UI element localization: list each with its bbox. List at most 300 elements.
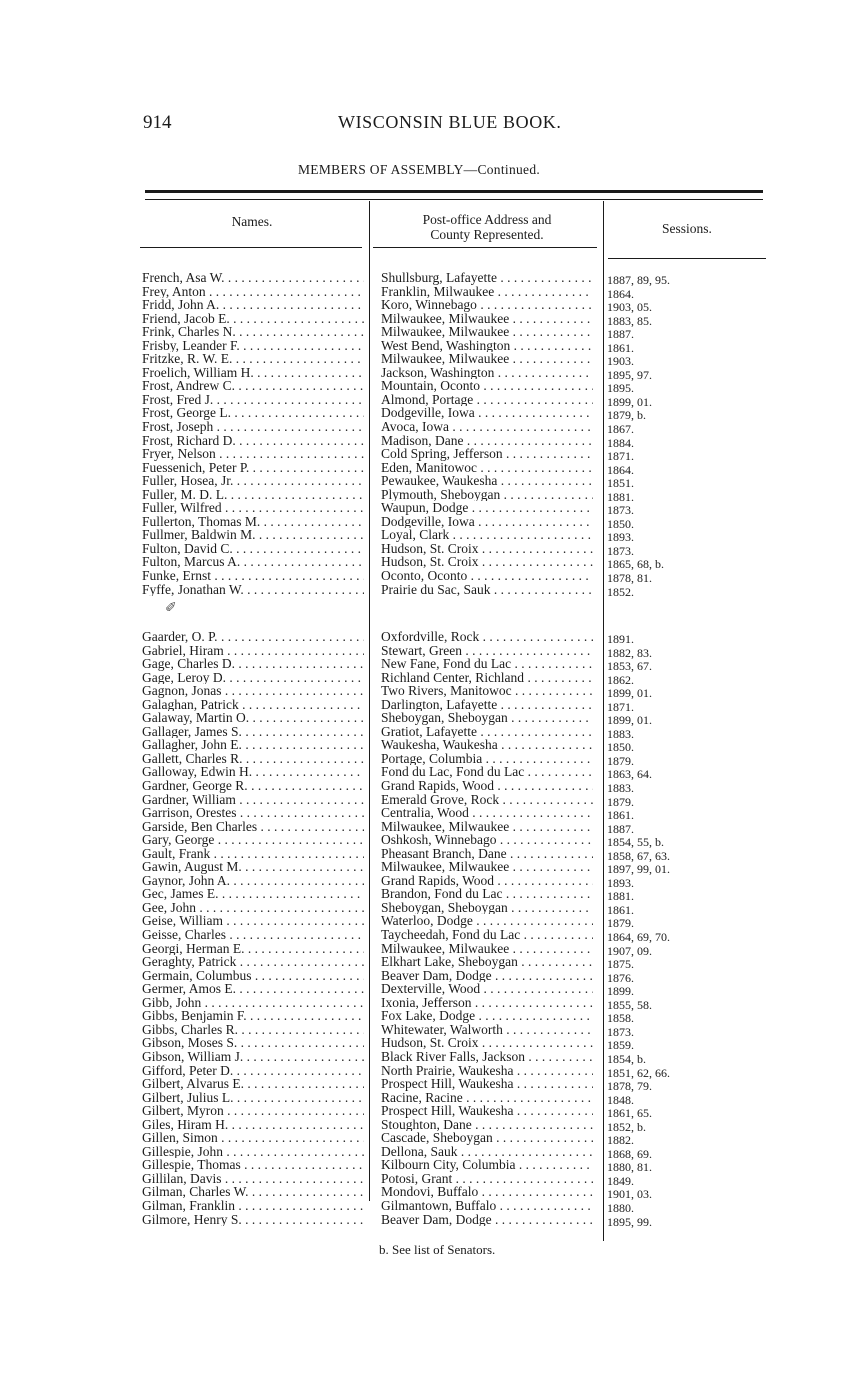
dot-leader xyxy=(509,820,593,834)
sessions-value: 1878, 79. xyxy=(607,1079,652,1094)
dot-leader xyxy=(497,271,593,285)
dot-leader xyxy=(226,671,364,685)
sessions-value: 1899. xyxy=(607,984,634,999)
dot-leader xyxy=(249,1185,365,1199)
post-office-address: Emerald Grove, Rock xyxy=(381,792,500,807)
post-office-address: Beaver Dam, Dodge xyxy=(381,1212,492,1227)
dot-leader xyxy=(479,555,593,569)
member-name: Funke, Ernst xyxy=(142,569,211,583)
sessions-value: 1851. xyxy=(607,476,634,491)
dot-leader xyxy=(477,298,593,312)
sessions-value-cell xyxy=(607,768,652,782)
dot-leader xyxy=(224,644,364,658)
member-name-cell xyxy=(142,379,364,393)
member-name-cell xyxy=(142,657,364,671)
dot-leader xyxy=(500,488,593,502)
dot-leader xyxy=(525,1050,593,1064)
post-office-address: Racine, Racine xyxy=(381,1090,463,1105)
sessions-value-cell xyxy=(607,796,634,810)
member-name-cell xyxy=(142,461,364,475)
sessions-value-cell xyxy=(607,1134,634,1148)
dot-leader xyxy=(509,325,593,339)
post-office-address: Jackson, Washington xyxy=(381,365,495,380)
sessions-value-cell xyxy=(607,1175,634,1189)
member-name: Gawin, August M. xyxy=(142,860,242,874)
member-name: Gilbert, Myron xyxy=(142,1104,224,1118)
dot-leader xyxy=(235,657,364,671)
member-name: Gilbert, Julius L. xyxy=(142,1090,234,1105)
post-office-address: Sheboygan, Sheboygan xyxy=(381,711,508,725)
dot-leader xyxy=(494,285,593,299)
header-underline-sessions xyxy=(608,258,766,259)
table-subtitle: MEMBERS OF ASSEMBLY—Continued. xyxy=(298,162,541,177)
header-underline-post xyxy=(373,247,597,248)
dot-leader xyxy=(514,1077,593,1091)
member-name: Gagnon, Jonas xyxy=(142,684,222,698)
member-name-cell xyxy=(142,1036,364,1050)
member-name-cell xyxy=(142,1050,364,1064)
dot-leader xyxy=(240,339,364,353)
sessions-value: 1871. xyxy=(607,449,634,464)
sessions-value-cell xyxy=(607,1067,670,1081)
member-name: Germain, Columbus xyxy=(142,968,252,983)
dot-leader xyxy=(196,901,364,915)
member-name: Gillespie, Thomas xyxy=(142,1158,241,1172)
header-names: Names. xyxy=(231,214,273,229)
dot-leader xyxy=(236,434,364,448)
dot-leader xyxy=(480,982,593,996)
dot-leader xyxy=(238,1023,364,1037)
member-name: French, Asa W. xyxy=(142,271,225,285)
dot-leader xyxy=(472,1118,593,1132)
sessions-value-cell xyxy=(607,999,652,1013)
sessions-value-cell xyxy=(607,850,670,864)
sessions-value-cell xyxy=(607,342,634,356)
member-name: Galloway, Edwin H. xyxy=(142,765,253,779)
dot-leader xyxy=(467,569,593,583)
dot-leader xyxy=(234,1091,365,1105)
dot-leader xyxy=(449,528,593,542)
post-office-address: Stoughton, Dane xyxy=(381,1117,472,1132)
margin-mark: ✐ xyxy=(165,601,177,616)
sessions-value: 1850. xyxy=(607,740,634,755)
post-office-address-cell xyxy=(381,420,593,434)
member-name: Giles, Hiram H. xyxy=(142,1117,229,1132)
member-name-cell xyxy=(142,515,364,529)
dot-leader xyxy=(508,901,593,915)
dot-leader xyxy=(502,887,593,901)
dot-leader xyxy=(477,725,593,739)
post-office-address: Hudson, St. Croix xyxy=(381,1036,479,1050)
dot-leader xyxy=(499,793,593,807)
sessions-value: 1881. xyxy=(607,489,634,504)
member-name: Gilman, Franklin xyxy=(142,1198,235,1213)
member-name-cell xyxy=(142,447,364,461)
post-office-address: Milwaukee, Milwaukee xyxy=(381,941,510,956)
dot-leader xyxy=(231,406,364,420)
header-post-line2: County Represented. xyxy=(430,227,544,242)
member-name: Gallett, Charles R. xyxy=(142,751,243,766)
post-office-address: Waupun, Dodge xyxy=(381,501,469,515)
dot-leader xyxy=(514,1104,593,1118)
sessions-value: 1895. xyxy=(607,381,634,396)
sessions-value: 1899, 01. xyxy=(607,686,652,701)
sessions-value-cell xyxy=(607,409,646,423)
sessions-value: 1864, 69, 70. xyxy=(607,930,670,945)
post-office-address-cell xyxy=(381,969,593,983)
post-office-address-cell xyxy=(381,874,593,888)
post-office-address: Oshkosh, Winnebago xyxy=(381,833,497,847)
dot-leader xyxy=(244,942,364,956)
post-office-address: Mondovi, Buffalo xyxy=(381,1185,479,1199)
dot-leader xyxy=(224,1104,364,1118)
dot-leader xyxy=(509,352,593,366)
sessions-value: 1883. xyxy=(607,726,634,741)
post-office-address: Cold Spring, Jefferson xyxy=(381,447,503,461)
dot-leader xyxy=(227,488,364,502)
sessions-value-cell xyxy=(607,728,634,742)
member-name-cell xyxy=(142,406,364,420)
post-office-address-cell xyxy=(381,461,593,475)
sessions-value: 1868, 69. xyxy=(607,1146,652,1161)
dot-leader xyxy=(247,1009,364,1023)
member-name-cell xyxy=(142,528,364,542)
post-office-address-cell xyxy=(381,820,593,834)
dot-leader xyxy=(524,671,593,685)
dot-leader xyxy=(244,1077,364,1091)
post-office-address-cell xyxy=(381,555,593,569)
sessions-value: 1864. xyxy=(607,286,634,301)
member-name: Gillilan, Davis xyxy=(142,1171,222,1186)
post-office-address-cell xyxy=(381,583,593,597)
sessions-value: 1881. xyxy=(607,889,634,904)
member-name-cell xyxy=(142,542,364,556)
post-office-address: Hudson, St. Croix xyxy=(381,541,479,556)
sessions-value: 1858, 67, 63. xyxy=(607,848,670,863)
dot-leader xyxy=(223,914,364,928)
member-name-cell xyxy=(142,1213,364,1227)
member-name-cell xyxy=(142,1091,364,1105)
post-office-address-cell xyxy=(381,752,593,766)
post-office-address-cell xyxy=(381,711,593,725)
post-office-address: Stewart, Green xyxy=(381,643,462,658)
member-name: Fridd, John A. xyxy=(142,298,220,312)
member-name-cell xyxy=(142,1077,364,1091)
post-office-address-cell xyxy=(381,698,593,712)
post-office-address-cell xyxy=(381,447,593,461)
sessions-value: 1884. xyxy=(607,435,634,450)
dot-leader xyxy=(260,515,364,529)
sessions-value: 1876. xyxy=(607,970,634,985)
sessions-value-cell xyxy=(607,504,634,518)
sessions-value: 1864. xyxy=(607,462,634,477)
post-office-address-cell xyxy=(381,657,593,671)
member-name-cell xyxy=(142,474,364,488)
sessions-value-cell xyxy=(607,917,634,931)
post-office-address: Elkhart Lake, Sheboygan xyxy=(381,955,518,969)
member-name: Gabriel, Hiram xyxy=(142,643,224,658)
dot-leader xyxy=(494,366,593,380)
dot-leader xyxy=(211,569,364,583)
sessions-value-cell xyxy=(607,1094,634,1108)
header-post-office xyxy=(373,212,601,242)
member-name: Froelich, William H. xyxy=(142,365,254,380)
member-name-cell xyxy=(142,1158,364,1172)
member-name-cell xyxy=(142,312,364,326)
dot-leader xyxy=(497,474,593,488)
post-office-address-cell xyxy=(381,644,593,658)
sessions-value: 1848. xyxy=(607,1092,634,1107)
sessions-value-cell xyxy=(607,437,634,451)
dot-leader xyxy=(254,366,364,380)
member-name: Gardner, William xyxy=(142,792,236,807)
member-name: Garside, Ben Charles xyxy=(142,819,258,834)
member-name-cell xyxy=(142,671,364,685)
member-name-cell xyxy=(142,684,364,698)
sessions-value-cell xyxy=(607,890,634,904)
sessions-value-cell xyxy=(607,674,634,688)
sessions-value: 1851, 62, 66. xyxy=(607,1065,670,1080)
sessions-value-cell xyxy=(607,647,652,661)
sessions-value: 1861. xyxy=(607,340,634,355)
running-title: WISCONSIN BLUE BOOK. xyxy=(338,112,562,132)
post-office-address: Avoca, Iowa xyxy=(381,420,449,434)
member-name: Fuessenich, Peter P. xyxy=(142,460,250,475)
member-name-cell xyxy=(142,752,364,766)
dot-leader xyxy=(479,1036,593,1050)
dot-leader xyxy=(235,379,364,393)
member-name: Gaynor, John A. xyxy=(142,873,230,888)
post-office-address-cell xyxy=(381,285,593,299)
dot-leader xyxy=(228,1118,364,1132)
post-office-address: Whitewater, Walworth xyxy=(381,1022,503,1037)
post-office-address: Milwaukee, Milwaukee xyxy=(381,311,510,326)
dot-leader xyxy=(235,1199,364,1213)
sessions-value-cell xyxy=(607,274,670,288)
dot-leader xyxy=(243,1050,364,1064)
dot-leader xyxy=(213,393,364,407)
post-office-address-cell xyxy=(381,325,593,339)
member-name: Gillen, Simon xyxy=(142,1131,218,1145)
dot-leader xyxy=(494,779,593,793)
post-office-address-cell xyxy=(381,528,593,542)
sessions-value: 1873. xyxy=(607,543,634,558)
member-name-cell xyxy=(142,285,364,299)
post-office-address-cell xyxy=(381,684,593,698)
sessions-value: 1863, 64. xyxy=(607,767,652,782)
dot-leader xyxy=(240,555,364,569)
post-office-address: Portage, Columbia xyxy=(381,751,483,766)
sessions-value-cell xyxy=(607,1202,634,1216)
sessions-value: 1901, 03. xyxy=(607,1187,652,1202)
member-name-cell xyxy=(142,806,364,820)
sessions-value: 1887, 89, 95. xyxy=(607,273,670,287)
post-office-address-cell xyxy=(381,806,593,820)
post-office-address-cell xyxy=(381,1064,593,1078)
post-office-address: West Bend, Washington xyxy=(381,338,511,353)
sessions-value-cell xyxy=(607,586,634,600)
member-name-cell xyxy=(142,765,364,779)
sessions-value: 1879, b. xyxy=(607,408,646,423)
post-office-address-cell xyxy=(381,1145,593,1159)
member-name-cell xyxy=(142,1118,364,1132)
member-name-cell xyxy=(142,501,364,515)
post-office-address: Dexterville, Wood xyxy=(381,982,481,996)
dot-leader xyxy=(507,847,593,861)
post-office-address-cell xyxy=(381,738,593,752)
member-name: Geraghty, Patrick xyxy=(142,955,237,969)
post-office-address-cell xyxy=(381,942,593,956)
post-office-address-cell xyxy=(381,1050,593,1064)
member-name-cell xyxy=(142,1172,364,1186)
post-office-address-cell xyxy=(381,1104,593,1118)
post-office-address: Milwaukee, Milwaukee xyxy=(381,352,510,366)
dot-leader xyxy=(252,765,364,779)
dot-leader xyxy=(222,501,364,515)
dot-leader xyxy=(468,501,593,515)
member-name-cell xyxy=(142,555,364,569)
post-office-address: Koro, Winnebago xyxy=(381,298,477,312)
member-name-cell xyxy=(142,1009,364,1023)
member-name: Fryer, Nelson xyxy=(142,447,216,461)
post-office-address: Ixonia, Jefferson xyxy=(381,995,472,1010)
sessions-value: 1879. xyxy=(607,794,634,809)
post-office-address-cell xyxy=(381,352,593,366)
sessions-value-cell xyxy=(607,301,652,315)
post-office-address-cell xyxy=(381,1213,593,1227)
member-name: Gage, Charles D. xyxy=(142,657,235,671)
dot-leader xyxy=(510,339,593,353)
post-office-address: Taycheedah, Fond du Lac xyxy=(381,928,521,942)
post-office-address: Sheboygan, Sheboygan xyxy=(381,900,508,915)
member-name-cell xyxy=(142,969,364,983)
member-name: Fulton, David C. xyxy=(142,541,233,556)
sessions-value-cell xyxy=(607,972,634,986)
post-office-address: Loyal, Clark xyxy=(381,528,450,542)
post-office-address: Milwaukee, Milwaukee xyxy=(381,325,510,339)
post-office-address-cell xyxy=(381,847,593,861)
dot-leader xyxy=(496,1199,593,1213)
post-office-address: Two Rivers, Manitowoc xyxy=(381,684,512,698)
member-name: Georgi, Herman E. xyxy=(142,941,245,956)
member-name: Frost, Joseph xyxy=(142,420,214,434)
member-name: Frost, Andrew C. xyxy=(142,379,236,393)
post-office-address: Hudson, St. Croix xyxy=(381,555,479,569)
dot-leader xyxy=(508,711,593,725)
post-office-address: Eden, Manitowoc xyxy=(381,460,477,475)
post-office-address-cell xyxy=(381,515,593,529)
sessions-value-cell xyxy=(607,782,634,796)
sessions-value-cell xyxy=(607,396,652,410)
sessions-value: 1893. xyxy=(607,875,634,890)
sessions-value-cell xyxy=(607,450,634,464)
member-name: Germer, Amos E. xyxy=(142,982,236,996)
dot-leader xyxy=(230,874,364,888)
dot-leader xyxy=(503,447,593,461)
member-name: Geisse, Charles xyxy=(142,928,226,942)
sessions-value: 1862. xyxy=(607,672,634,687)
dot-leader xyxy=(233,1064,364,1078)
member-name-cell xyxy=(142,420,364,434)
post-office-address: New Fane, Fond du Lac xyxy=(381,657,512,671)
member-name: Frink, Charles N. xyxy=(142,325,236,339)
sessions-value: 1853, 67. xyxy=(607,659,652,674)
sessions-value: 1854, b. xyxy=(607,1051,646,1066)
post-office-address: Prairie du Sac, Sauk xyxy=(381,582,491,597)
post-office-address-cell xyxy=(381,833,593,847)
post-office-address-cell xyxy=(381,1023,593,1037)
member-name: Fullerton, Thomas M. xyxy=(142,514,261,529)
dot-leader xyxy=(218,887,364,901)
member-name: Gibbs, Benjamin F. xyxy=(142,1009,247,1023)
post-office-address: Franklin, Milwaukee xyxy=(381,284,495,299)
sessions-value: 1852. xyxy=(607,584,634,599)
sessions-value: 1871. xyxy=(607,699,634,714)
member-name: Gardner, George R. xyxy=(142,779,248,793)
sessions-value: 1899, 01. xyxy=(607,713,652,728)
member-name: Frost, George L. xyxy=(142,406,231,420)
member-name-cell xyxy=(142,996,364,1010)
member-name: Fullmer, Baldwin M. xyxy=(142,528,256,542)
dot-leader xyxy=(255,528,364,542)
sessions-value-cell xyxy=(607,518,634,532)
member-name: Fyffe, Jonathan W. xyxy=(142,582,244,597)
post-office-address: Centralia, Wood xyxy=(381,806,469,820)
dot-leader xyxy=(233,542,364,556)
member-name: Gilmore, Henry S. xyxy=(142,1212,242,1227)
sessions-value: 1887. xyxy=(607,821,634,836)
member-name-cell xyxy=(142,874,364,888)
dot-leader xyxy=(223,1145,364,1159)
member-name: Frost, Fred J. xyxy=(142,392,214,407)
sessions-value: 1891. xyxy=(607,632,634,646)
sessions-value-cell xyxy=(607,491,634,505)
member-name: Gec, James E. xyxy=(142,887,219,901)
member-name-cell xyxy=(142,738,364,752)
post-office-address-cell xyxy=(381,793,593,807)
dot-leader xyxy=(469,806,593,820)
post-office-address-cell xyxy=(381,1172,593,1186)
member-name: Garrison, Orestes xyxy=(142,806,237,820)
post-office-address: Black River Falls, Jackson xyxy=(381,1049,525,1064)
sessions-value: 1861, 65. xyxy=(607,1106,652,1121)
post-office-address-cell xyxy=(381,379,593,393)
post-office-address: Dellona, Sauk xyxy=(381,1144,458,1159)
dot-leader xyxy=(516,1158,594,1172)
member-name-cell xyxy=(142,725,364,739)
dot-leader xyxy=(216,447,364,461)
sessions-value-cell xyxy=(607,328,634,342)
post-office-address-cell xyxy=(381,298,593,312)
dot-leader xyxy=(482,752,593,766)
dot-leader xyxy=(242,738,364,752)
dot-leader xyxy=(480,379,593,393)
sessions-value-cell xyxy=(607,1012,634,1026)
sessions-value: 1865, 68, b. xyxy=(607,557,664,572)
sessions-value: 1873. xyxy=(607,503,634,518)
sessions-value-cell xyxy=(607,531,634,545)
post-office-address: Dodgeville, Iowa xyxy=(381,406,475,420)
member-name-cell xyxy=(142,901,364,915)
member-name: Fuller, Wilfred xyxy=(142,501,222,515)
post-office-address: Prospect Hill, Waukesha xyxy=(381,1104,514,1118)
sessions-value: 1854, 55, b. xyxy=(607,835,664,850)
sessions-value-cell xyxy=(607,382,634,396)
member-name-cell xyxy=(142,847,364,861)
sessions-value: 1895, 99. xyxy=(607,1214,652,1229)
dot-leader xyxy=(249,461,364,475)
dot-leader xyxy=(524,765,593,779)
